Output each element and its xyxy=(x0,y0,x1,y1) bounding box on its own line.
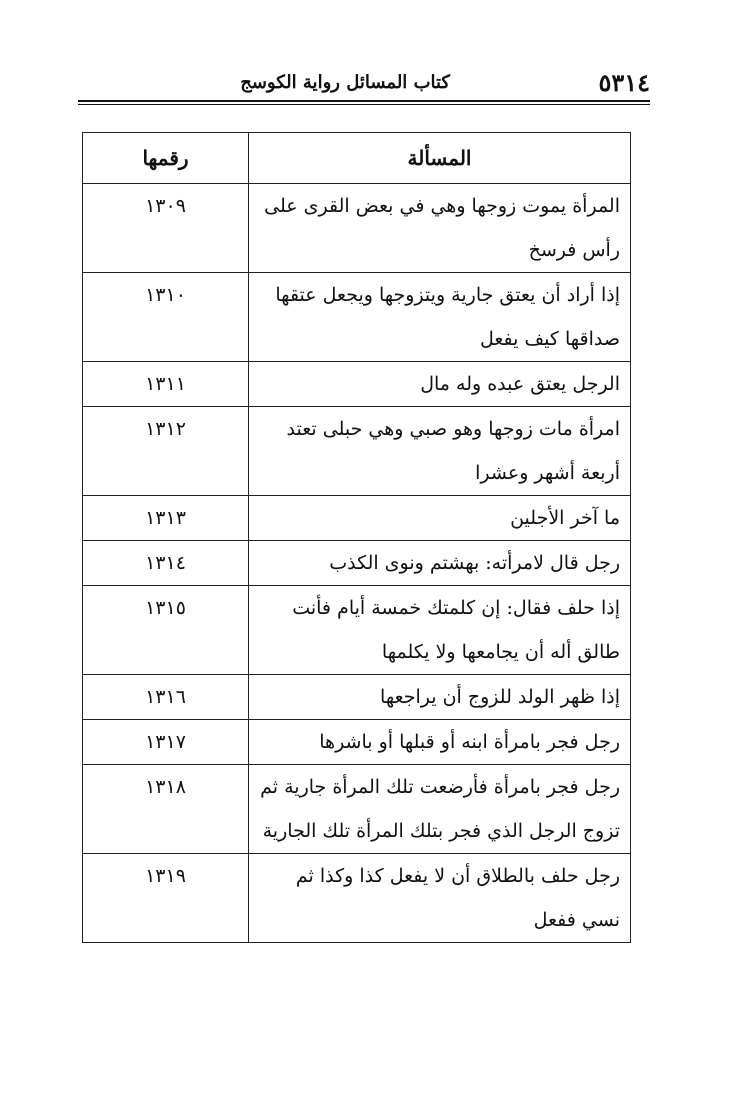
issue-cell: رجل قال لامرأته: بهشتم ونوى الكذب xyxy=(249,541,631,586)
number-cell: ١٣١٠ xyxy=(83,273,249,362)
column-header-number: رقمها xyxy=(83,133,249,184)
table-row xyxy=(83,854,631,943)
number-cell: ١٣١١ xyxy=(83,362,249,407)
issues-index-table xyxy=(82,132,631,943)
issue-cell: إذا حلف فقال: إن كلمتك خمسة أيام فأنت طالق أله أن يجامعها ولا يكلمها xyxy=(249,586,631,675)
table-row xyxy=(83,675,631,720)
table-header-row xyxy=(83,133,631,184)
issue-cell: رجل حلف بالطلاق أن لا يفعل كذا وكذا ثم نسي ففعل xyxy=(249,854,631,943)
issue-cell: المرأة يموت زوجها وهي في بعض القرى على رأس فرسخ xyxy=(249,184,631,273)
number-cell: ١٣١٧ xyxy=(83,720,249,765)
book-title: كتاب المسائل رواية الكوسج xyxy=(240,72,450,93)
number-cell: ١٣١٩ xyxy=(83,854,249,943)
issue-cell: الرجل يعتق عبده وله مال xyxy=(249,362,631,407)
number-cell: ١٣١٣ xyxy=(83,496,249,541)
column-header-issue: المسألة xyxy=(249,133,631,184)
table-row xyxy=(83,362,631,407)
header-rule xyxy=(78,100,650,102)
issue-cell: رجل فجر بامرأة فأرضعت تلك المرأة جارية ثم تزوج الرجل الذي فجر بتلك المرأة تلك الجارية xyxy=(249,765,631,854)
number-cell: ١٣١٥ xyxy=(83,586,249,675)
table-row xyxy=(83,541,631,586)
table-row xyxy=(83,273,631,362)
issue-cell: رجل فجر بامرأة ابنه أو قبلها أو باشرها xyxy=(249,720,631,765)
table-row xyxy=(83,407,631,496)
page-number: ٥٣١٤ xyxy=(598,68,650,97)
issue-cell: إذا ظهر الولد للزوج أن يراجعها xyxy=(249,675,631,720)
issue-cell: إذا أراد أن يعتق جارية ويتزوجها ويجعل عتقها صداقها كيف يفعل xyxy=(249,273,631,362)
page-header xyxy=(78,60,650,100)
table-row xyxy=(83,586,631,675)
number-cell: ١٣١٤ xyxy=(83,541,249,586)
number-cell: ١٣٠٩ xyxy=(83,184,249,273)
number-cell: ١٣١٢ xyxy=(83,407,249,496)
table-row xyxy=(83,496,631,541)
issue-cell: ما آخر الأجلين xyxy=(249,496,631,541)
table-row xyxy=(83,765,631,854)
issue-cell: امرأة مات زوجها وهو صبي وهي حبلى تعتد أربعة أشهر وعشرا xyxy=(249,407,631,496)
table-row xyxy=(83,184,631,273)
header-rule-thin xyxy=(78,104,650,105)
number-cell: ١٣١٨ xyxy=(83,765,249,854)
table-row xyxy=(83,720,631,765)
number-cell: ١٣١٦ xyxy=(83,675,249,720)
